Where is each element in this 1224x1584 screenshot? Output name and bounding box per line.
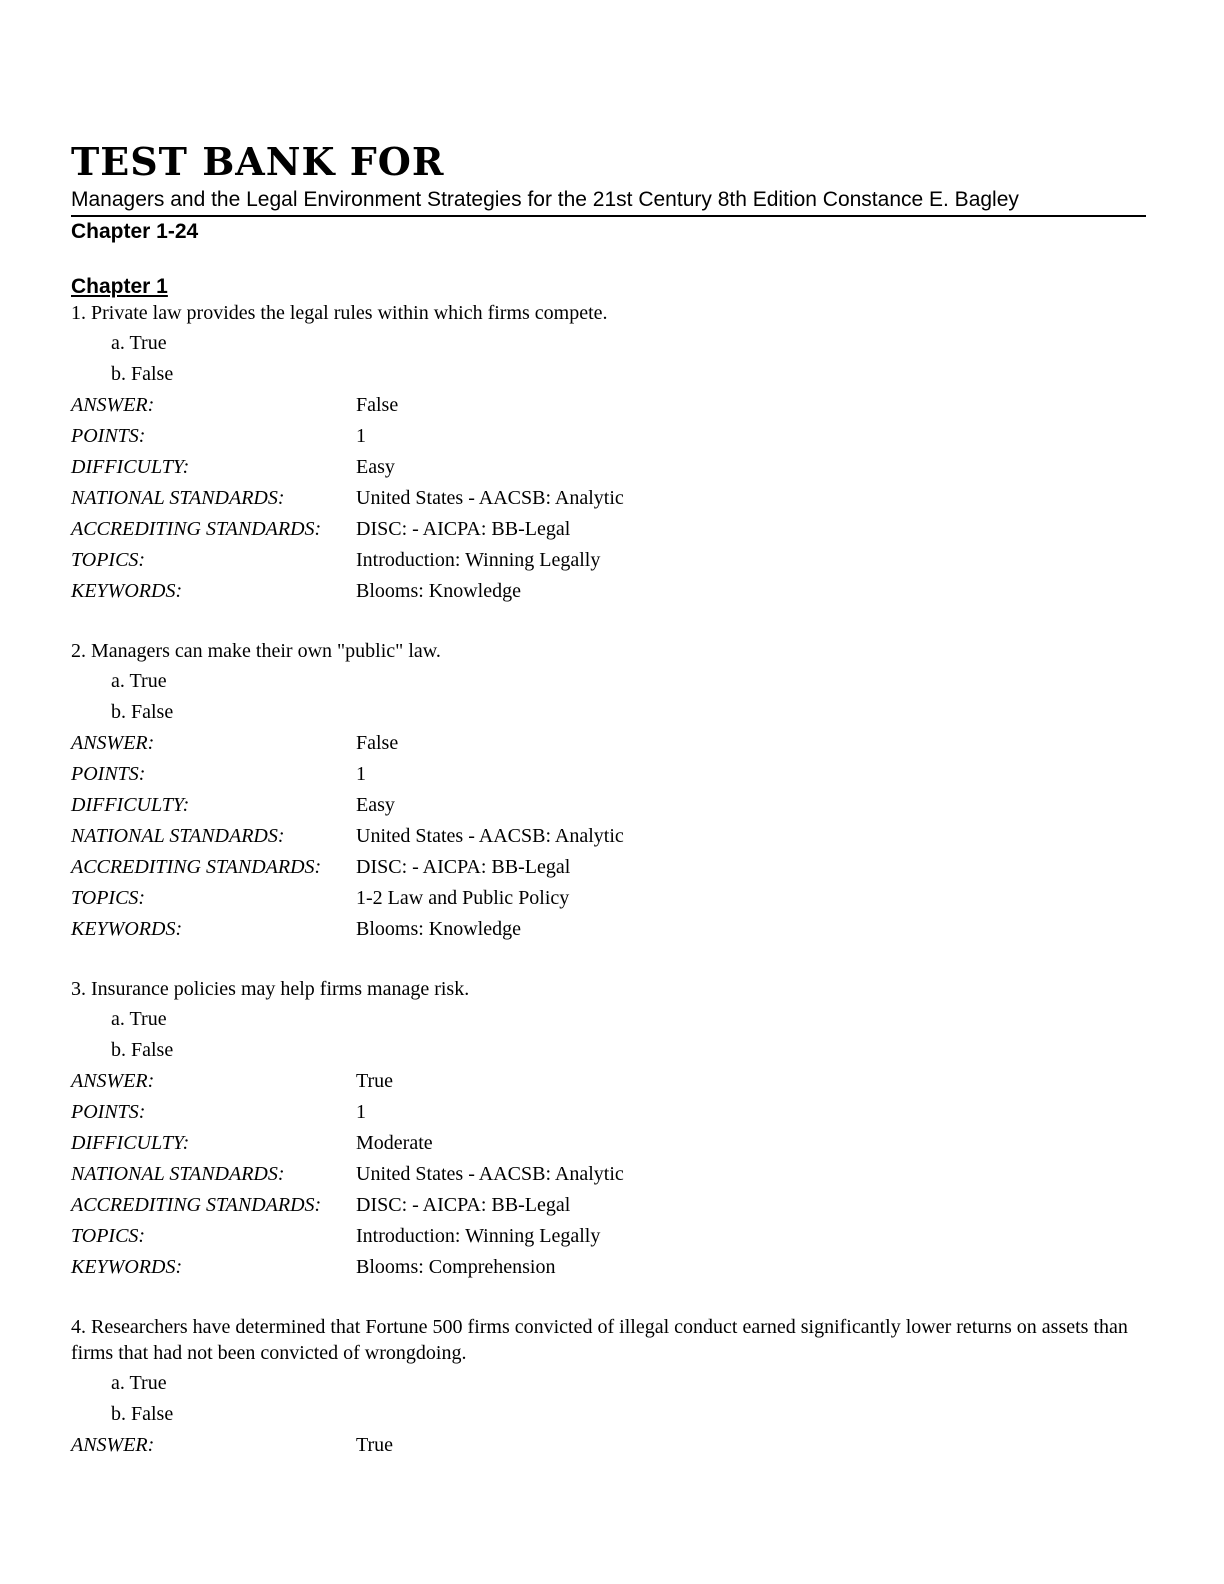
topics-row	[71, 883, 1146, 914]
difficulty-row	[71, 452, 1146, 483]
national-standards-value: United States - AACSB: Analytic	[356, 825, 624, 847]
points-label: POINTS:	[71, 1101, 146, 1123]
option-false: b. False	[111, 1403, 174, 1425]
difficulty-label: DIFFICULTY:	[71, 794, 190, 816]
topics-label: TOPICS:	[71, 1225, 146, 1247]
option-true: a. True	[111, 1008, 167, 1030]
points-label: POINTS:	[71, 425, 146, 447]
topics-value: 1-2 Law and Public Policy	[356, 887, 570, 909]
accrediting-standards-row	[71, 514, 1146, 545]
national-standards-row	[71, 483, 1146, 514]
answer-row	[71, 1066, 1146, 1097]
points-value: 1	[356, 425, 366, 447]
accrediting-standards-row	[71, 1190, 1146, 1221]
answer-row	[71, 1430, 1146, 1461]
question-4	[71, 1314, 1146, 1461]
option-false: b. False	[111, 1039, 174, 1061]
answer-options	[71, 666, 1146, 728]
national-standards-label: NATIONAL STANDARDS:	[71, 487, 285, 509]
document-subtitle: Managers and the Legal Environment Strategies for the 21st Century 8th Edition Constance E. Bagley	[71, 187, 1146, 217]
topics-label: TOPICS:	[71, 549, 146, 571]
national-standards-label: NATIONAL STANDARDS:	[71, 1163, 285, 1185]
question-stem: 4. Researchers have determined that Fortune 500 firms convicted of illegal conduct earned significantly lower returns on assets than firms that had not been convicted of wrongdoing.	[71, 1316, 1128, 1364]
option-true: a. True	[111, 332, 167, 354]
accrediting-standards-value: DISC: - AICPA: BB-Legal	[356, 1194, 571, 1216]
answer-row	[71, 390, 1146, 421]
answer-options	[71, 1004, 1146, 1066]
question-metadata	[71, 1430, 1146, 1461]
answer-label: ANSWER:	[71, 732, 155, 754]
difficulty-row	[71, 1128, 1146, 1159]
topics-row	[71, 1221, 1146, 1252]
answer-label: ANSWER:	[71, 394, 155, 416]
answer-row	[71, 728, 1146, 759]
national-standards-row	[71, 1159, 1146, 1190]
keywords-value: Blooms: Knowledge	[356, 918, 521, 940]
difficulty-label: DIFFICULTY:	[71, 456, 190, 478]
keywords-value: Blooms: Knowledge	[356, 580, 521, 602]
points-row	[71, 1097, 1146, 1128]
national-standards-value: United States - AACSB: Analytic	[356, 487, 624, 509]
question-3	[71, 976, 1146, 1283]
keywords-label: KEYWORDS:	[71, 918, 183, 940]
points-row	[71, 421, 1146, 452]
answer-options	[71, 328, 1146, 390]
difficulty-label: DIFFICULTY:	[71, 1132, 190, 1154]
points-value: 1	[356, 763, 366, 785]
question-stem: 3. Insurance policies may help firms manage risk.	[71, 978, 470, 1000]
document-page	[71, 138, 1146, 1461]
topics-value: Introduction: Winning Legally	[356, 549, 601, 571]
answer-value: False	[356, 732, 399, 754]
accrediting-standards-label: ACCREDITING STANDARDS:	[71, 1194, 322, 1216]
difficulty-row	[71, 790, 1146, 821]
option-true: a. True	[111, 670, 167, 692]
difficulty-value: Moderate	[356, 1132, 433, 1154]
chapter-range: Chapter 1-24	[71, 220, 199, 243]
topics-label: TOPICS:	[71, 887, 146, 909]
answer-label: ANSWER:	[71, 1434, 155, 1456]
option-true: a. True	[111, 1372, 167, 1394]
keywords-label: KEYWORDS:	[71, 1256, 183, 1278]
keywords-label: KEYWORDS:	[71, 580, 183, 602]
topics-value: Introduction: Winning Legally	[356, 1225, 601, 1247]
accrediting-standards-row	[71, 852, 1146, 883]
question-stem: 2. Managers can make their own "public" law.	[71, 640, 441, 662]
question-stem: 1. Private law provides the legal rules within which firms compete.	[71, 302, 608, 324]
keywords-row	[71, 1252, 1146, 1283]
question-2	[71, 638, 1146, 945]
accrediting-standards-label: ACCREDITING STANDARDS:	[71, 856, 322, 878]
topics-row	[71, 545, 1146, 576]
accrediting-standards-value: DISC: - AICPA: BB-Legal	[356, 856, 571, 878]
answer-value: True	[356, 1434, 394, 1456]
keywords-row	[71, 576, 1146, 607]
points-label: POINTS:	[71, 763, 146, 785]
answer-label: ANSWER:	[71, 1070, 155, 1092]
national-standards-value: United States - AACSB: Analytic	[356, 1163, 624, 1185]
points-row	[71, 759, 1146, 790]
keywords-row	[71, 914, 1146, 945]
difficulty-value: Easy	[356, 456, 395, 478]
document-title: TEST BANK FOR	[71, 139, 445, 184]
question-metadata	[71, 390, 1146, 607]
question-1	[71, 300, 1146, 607]
points-value: 1	[356, 1101, 366, 1123]
answer-value: False	[356, 394, 399, 416]
option-false: b. False	[111, 363, 174, 385]
keywords-value: Blooms: Comprehension	[356, 1256, 556, 1278]
answer-value: True	[356, 1070, 394, 1092]
difficulty-value: Easy	[356, 794, 395, 816]
question-metadata	[71, 728, 1146, 945]
option-false: b. False	[111, 701, 174, 723]
question-metadata	[71, 1066, 1146, 1283]
answer-options	[71, 1368, 1146, 1430]
chapter-heading: Chapter 1	[71, 275, 168, 298]
national-standards-label: NATIONAL STANDARDS:	[71, 825, 285, 847]
accrediting-standards-label: ACCREDITING STANDARDS:	[71, 518, 322, 540]
accrediting-standards-value: DISC: - AICPA: BB-Legal	[356, 518, 571, 540]
national-standards-row	[71, 821, 1146, 852]
